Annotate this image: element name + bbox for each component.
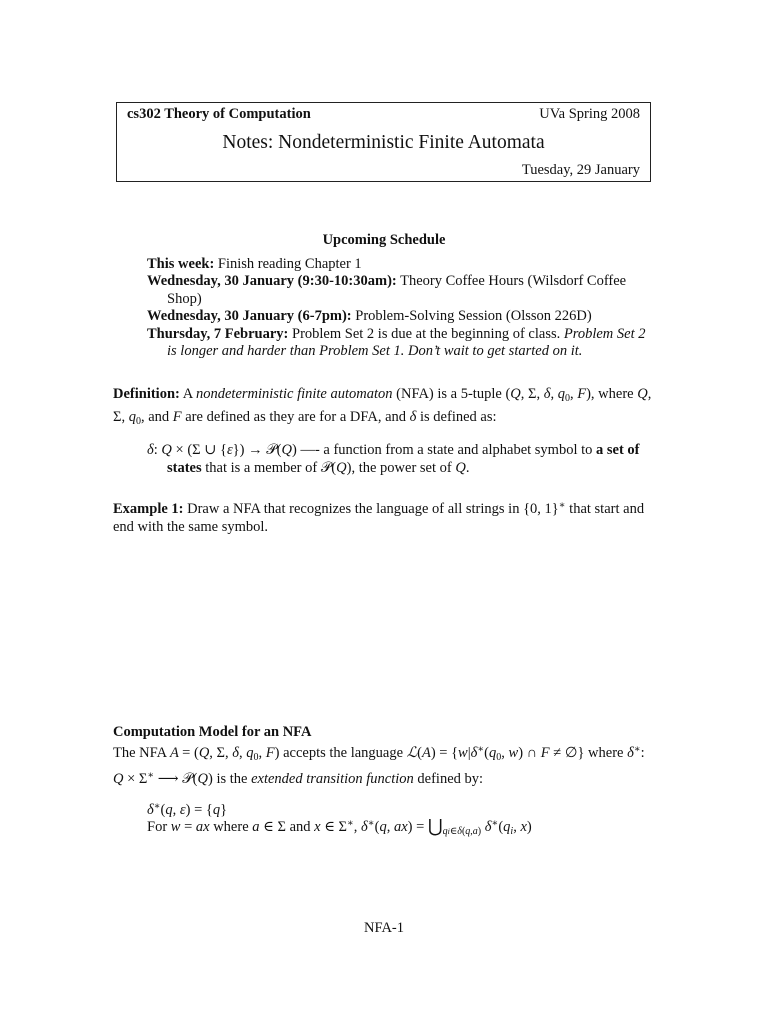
schedule-heading: Upcoming Schedule	[322, 232, 446, 248]
delta-text: —- a function from a state and alphabet symbol to	[300, 442, 593, 458]
schedule-item-label: Wednesday, 30 January (6-7pm):	[147, 308, 352, 325]
schedule-item-label: Wednesday, 30 January (9:30-10:30am):	[147, 273, 397, 290]
transition-function-definition: δ: Q × (Σ ∪ {ε}) → 𝒫(Q) —- a function from a state and alphabet symbol to a set of states that is a member of 𝒫(Q), the power set of Q.	[147, 442, 640, 476]
schedule-item-label: This week:	[147, 256, 215, 272]
recursive-case-equation: For w = ax where a ∈ Σ and x ∈ Σ∗, δ∗(q, $ax) = ⋃_{qi\in\delta(q,a)}$ $\delta^∗(q_i$, x)	[147, 816, 532, 837]
definition-text: are defined as they are for a DFA, and	[185, 409, 407, 425]
definition-text: and	[148, 409, 170, 425]
computation-heading: Computation Model for an NFA	[113, 724, 312, 740]
equation-text: where	[213, 819, 249, 835]
schedule-item	[147, 308, 647, 325]
computation-text-part: The NFA	[113, 745, 167, 761]
schedule-item-text: Theory Coffee Hours (Wilsdorf Coffee Shop)	[167, 273, 627, 307]
definition-text: is defined as:	[420, 409, 497, 425]
course-name: cs302 Theory of Computation	[127, 106, 311, 122]
page-title: Notes: Nondeterministic Finite Automata	[222, 132, 545, 153]
delta-bold-text: a set of states	[167, 442, 640, 476]
computation-text-part: where	[588, 745, 624, 761]
header-box	[116, 102, 651, 182]
schedule-item-text: Finish reading Chapter 1	[217, 256, 362, 272]
example-1: Example 1: Draw a NFA that recognizes the language of all strings in {0, 1}∗ that start and end with the same symbol.	[113, 500, 645, 535]
example-label: Example 1:	[113, 501, 184, 517]
delta-text: that is a member of	[205, 460, 318, 476]
definition-text: , where	[590, 386, 634, 402]
example-text: Draw a NFA that recognizes the language of all strings in	[187, 501, 520, 517]
base-case-equation: δ∗(q, ε) = {q}	[147, 801, 228, 818]
equation-text: and	[289, 819, 311, 835]
schedule-list	[147, 256, 647, 360]
schedule-item-label: Thursday, 7 February:	[147, 325, 289, 342]
schedule-item-note: Problem Set 2 is longer and harder than Problem Set 1. Don’t wait to get started on it.	[167, 325, 646, 360]
example-text: that start and end with the same symbol.	[113, 501, 645, 535]
schedule-item	[147, 256, 647, 273]
delta-signature: δ: Q × (Σ ∪ {ε}) → 𝒫(Q)	[147, 442, 297, 458]
page-number: NFA-1	[363, 920, 404, 936]
schedule-item	[147, 326, 647, 361]
five-tuple: (Q, Σ, δ, $q_0$, F)	[505, 386, 591, 404]
schedule-item	[147, 273, 647, 308]
definition-text: (NFA) is a 5-tuple	[396, 386, 502, 402]
nfa-definition: Definition: A nondeterministic finite automaton (NFA) is a 5-tuple (Q, Σ, δ, $q_0$, F), where Q, Σ, $q_0$, and F are defined as they are for a DFA, and δ is defined as:	[113, 386, 652, 427]
schedule-item-text: Problem-Solving Session (Olsson 226D)	[355, 308, 592, 325]
lecture-date: Tuesday, 29 January	[521, 162, 640, 178]
computation-text-part: is the	[216, 771, 248, 787]
term: UVa Spring 2008	[539, 106, 640, 122]
computation-text: The NFA A = (Q, Σ, δ, $q_0$, F) accepts the language ℒ(A) = {$w|\delta^∗(q_0$, w) ∩ F ≠ ∅} where δ∗: Q × Σ∗ ⟶ 𝒫(Q) is the extended transition function defined by:	[113, 744, 645, 787]
definition-term: nondeterministic finite automaton	[195, 386, 393, 402]
schedule-item-text: Problem Set 2 is due at the beginning of class.	[292, 325, 561, 342]
definition-label: Definition:	[113, 386, 180, 402]
extended-transition-term: extended transition function	[251, 771, 414, 787]
delta-text: , the power set of	[351, 460, 452, 476]
computation-text-part: defined by:	[417, 771, 484, 787]
computation-text-part: accepts the language	[283, 745, 404, 761]
equation-text: For	[147, 819, 168, 835]
definition-text: A	[182, 386, 193, 402]
